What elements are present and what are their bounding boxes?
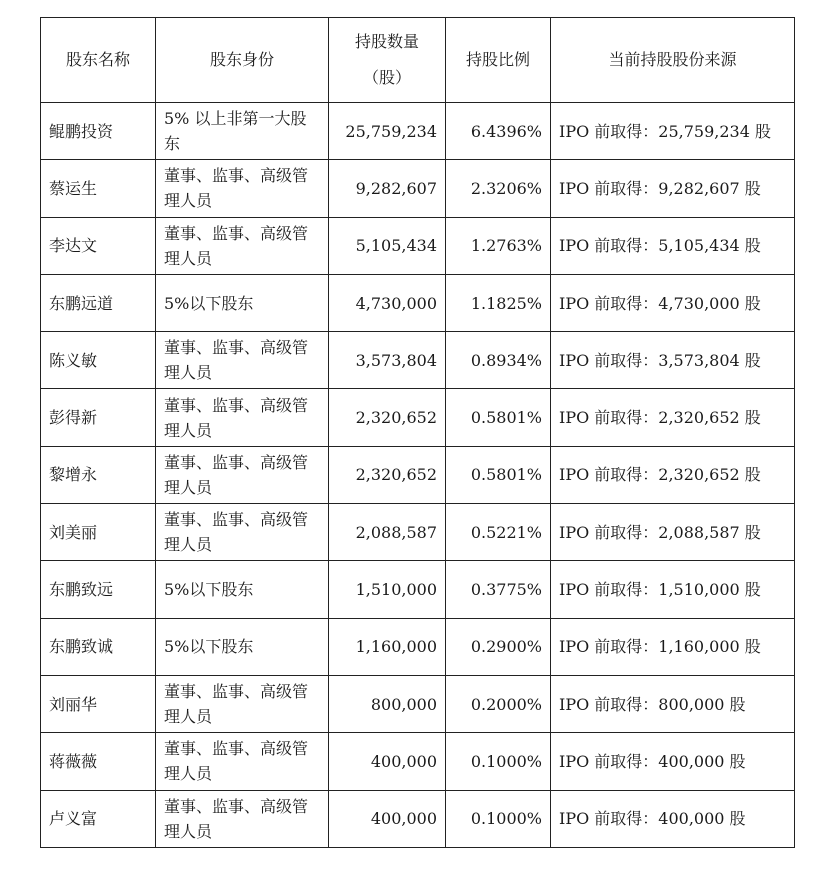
table-row — [41, 332, 795, 389]
cell-share-count: 400,000 — [329, 790, 446, 847]
cell-share-source: IPO 前取得：25,759,234 股 — [551, 103, 795, 160]
cell-shareholder-role: 5% 以上非第一大股东 — [156, 103, 329, 160]
table-row — [41, 446, 795, 503]
cell-shareholder-name: 彭得新 — [41, 389, 156, 446]
table-header-row — [41, 18, 795, 103]
table-row — [41, 274, 795, 331]
cell-share-ratio: 0.2000% — [446, 675, 551, 732]
header-share-count-line1: 持股数量 — [354, 32, 419, 51]
cell-share-count: 1,160,000 — [329, 618, 446, 675]
table-row — [41, 389, 795, 446]
cell-share-count: 3,573,804 — [329, 332, 446, 389]
header-share-source: 当前持股股份来源 — [551, 18, 795, 103]
table-row — [41, 733, 795, 790]
cell-share-ratio: 1.1825% — [446, 274, 551, 331]
table-row — [41, 561, 795, 618]
cell-share-count: 9,282,607 — [329, 160, 446, 217]
cell-shareholder-role: 董事、监事、高级管理人员 — [156, 446, 329, 503]
cell-share-source: IPO 前取得：5,105,434 股 — [551, 217, 795, 274]
cell-shareholder-role: 董事、监事、高级管理人员 — [156, 790, 329, 847]
cell-shareholder-name: 东鹏致诚 — [41, 618, 156, 675]
cell-share-count: 2,320,652 — [329, 446, 446, 503]
cell-share-source: IPO 前取得：2,320,652 股 — [551, 446, 795, 503]
cell-shareholder-role: 5%以下股东 — [156, 274, 329, 331]
cell-share-count: 2,088,587 — [329, 504, 446, 561]
cell-share-ratio: 0.3775% — [446, 561, 551, 618]
table-row — [41, 675, 795, 732]
cell-share-ratio: 0.1000% — [446, 733, 551, 790]
header-share-count-unit: （股） — [362, 68, 411, 87]
cell-shareholder-name: 刘美丽 — [41, 504, 156, 561]
cell-shareholder-name: 蔡运生 — [41, 160, 156, 217]
cell-share-source: IPO 前取得：4,730,000 股 — [551, 274, 795, 331]
cell-share-ratio: 0.5221% — [446, 504, 551, 561]
cell-share-ratio: 1.2763% — [446, 217, 551, 274]
table-row — [41, 618, 795, 675]
cell-share-source: IPO 前取得：400,000 股 — [551, 790, 795, 847]
header-shareholder-role: 股东身份 — [156, 18, 329, 103]
cell-share-count: 2,320,652 — [329, 389, 446, 446]
cell-share-count: 1,510,000 — [329, 561, 446, 618]
table-row — [41, 160, 795, 217]
cell-shareholder-name: 蒋薇薇 — [41, 733, 156, 790]
cell-share-source: IPO 前取得：9,282,607 股 — [551, 160, 795, 217]
cell-shareholder-role: 5%以下股东 — [156, 618, 329, 675]
cell-share-count: 5,105,434 — [329, 217, 446, 274]
table-row — [41, 103, 795, 160]
table-row — [41, 504, 795, 561]
cell-share-ratio: 0.5801% — [446, 446, 551, 503]
cell-shareholder-name: 卢义富 — [41, 790, 156, 847]
cell-shareholder-name: 陈义敏 — [41, 332, 156, 389]
cell-share-ratio: 0.2900% — [446, 618, 551, 675]
cell-shareholder-name: 鲲鹏投资 — [41, 103, 156, 160]
cell-share-ratio: 0.1000% — [446, 790, 551, 847]
shareholder-table — [40, 17, 795, 848]
header-shareholder-name: 股东名称 — [41, 18, 156, 103]
cell-shareholder-name: 刘丽华 — [41, 675, 156, 732]
table-body — [41, 103, 795, 848]
cell-share-source: IPO 前取得：400,000 股 — [551, 733, 795, 790]
table-row — [41, 790, 795, 847]
cell-shareholder-role: 董事、监事、高级管理人员 — [156, 675, 329, 732]
cell-share-source: IPO 前取得：800,000 股 — [551, 675, 795, 732]
document-page — [40, 17, 795, 848]
cell-share-count: 800,000 — [329, 675, 446, 732]
cell-shareholder-role: 董事、监事、高级管理人员 — [156, 332, 329, 389]
cell-shareholder-role: 董事、监事、高级管理人员 — [156, 389, 329, 446]
header-share-ratio: 持股比例 — [446, 18, 551, 103]
cell-shareholder-name: 东鹏远道 — [41, 274, 156, 331]
cell-share-ratio: 2.3206% — [446, 160, 551, 217]
cell-share-ratio: 6.4396% — [446, 103, 551, 160]
cell-shareholder-role: 董事、监事、高级管理人员 — [156, 217, 329, 274]
cell-share-source: IPO 前取得：1,510,000 股 — [551, 561, 795, 618]
header-share-count — [329, 18, 446, 103]
cell-share-source: IPO 前取得：1,160,000 股 — [551, 618, 795, 675]
cell-share-ratio: 0.8934% — [446, 332, 551, 389]
cell-share-source: IPO 前取得：2,320,652 股 — [551, 389, 795, 446]
cell-shareholder-name: 李达文 — [41, 217, 156, 274]
cell-shareholder-role: 董事、监事、高级管理人员 — [156, 160, 329, 217]
cell-shareholder-name: 东鹏致远 — [41, 561, 156, 618]
cell-share-ratio: 0.5801% — [446, 389, 551, 446]
cell-shareholder-role: 董事、监事、高级管理人员 — [156, 733, 329, 790]
cell-shareholder-name: 黎增永 — [41, 446, 156, 503]
cell-share-count: 25,759,234 — [329, 103, 446, 160]
cell-shareholder-role: 5%以下股东 — [156, 561, 329, 618]
cell-share-count: 400,000 — [329, 733, 446, 790]
cell-share-source: IPO 前取得：2,088,587 股 — [551, 504, 795, 561]
cell-shareholder-role: 董事、监事、高级管理人员 — [156, 504, 329, 561]
table-row — [41, 217, 795, 274]
cell-share-count: 4,730,000 — [329, 274, 446, 331]
cell-share-source: IPO 前取得：3,573,804 股 — [551, 332, 795, 389]
